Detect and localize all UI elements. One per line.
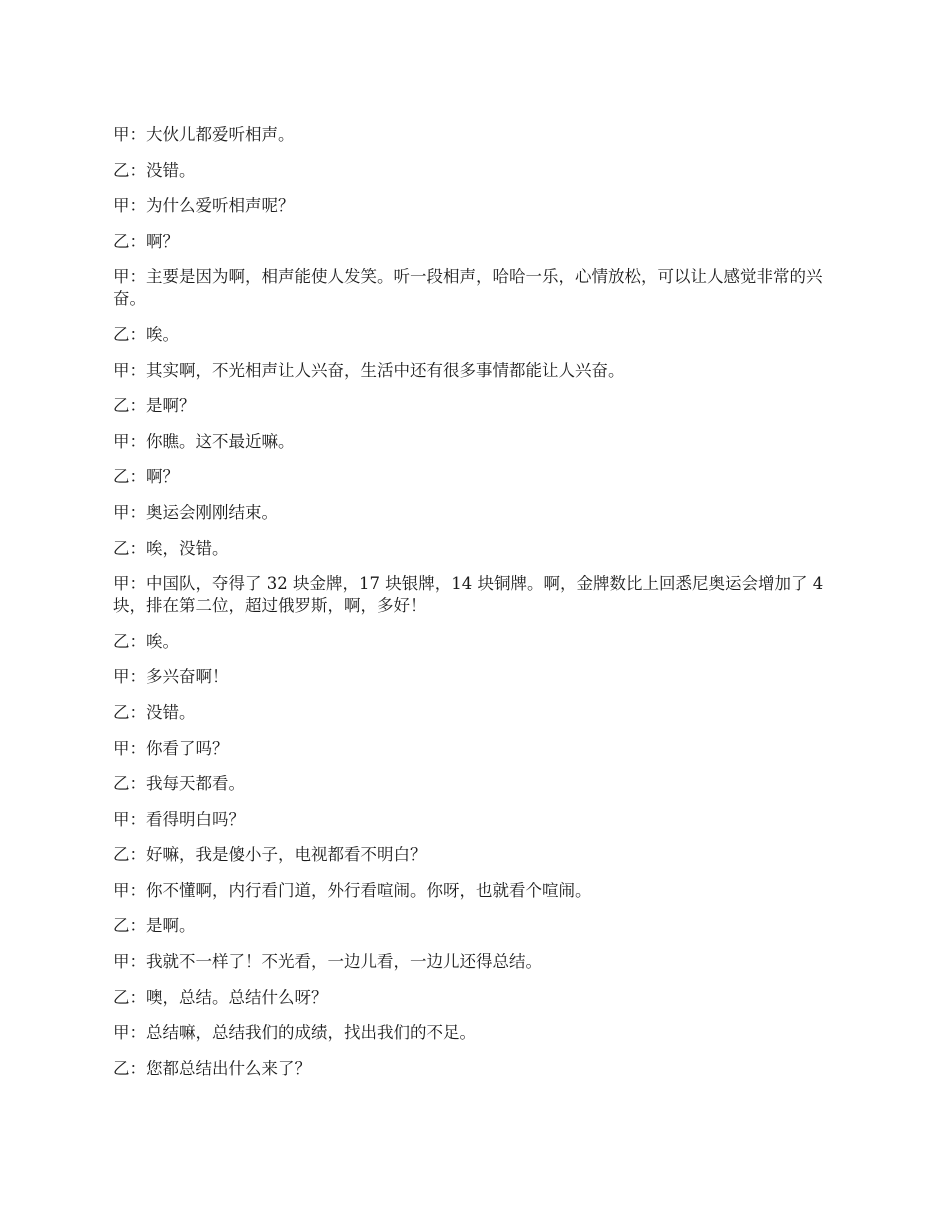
dialogue-line: 甲：奥运会刚刚结束。 — [113, 502, 278, 522]
dialogue-line: 乙：好嘛，我是傻小子，电视都看不明白？ — [113, 845, 427, 865]
dialogue-line: 乙：啊？ — [113, 231, 179, 251]
dialogue-line: 乙：是啊？ — [113, 396, 196, 416]
dialogue-line: 甲：看得明白吗？ — [113, 809, 245, 829]
dialogue-line: 乙：唉。 — [113, 324, 179, 344]
dialogue-line: 甲：大伙儿都爱听相声。 — [113, 125, 295, 144]
dialogue-line: 甲：为什么爱听相声呢？ — [113, 196, 295, 216]
dialogue-line: 甲：其实啊，不光相声让人兴奋，生活中还有很多事情都能让人兴奋。 — [113, 360, 625, 380]
dialogue-line: 甲：多兴奋啊！ — [113, 667, 229, 687]
dialogue-line: 乙：没错。 — [113, 160, 196, 180]
dialogue-line: 乙：唉。 — [113, 631, 179, 651]
dialogue-line: 甲：你看了吗？ — [113, 738, 229, 758]
dialogue-line: 甲：你瞧。这不最近嘛。 — [113, 431, 295, 451]
dialogue-line: 乙：没错。 — [113, 702, 196, 722]
dialogue-line: 甲：我就不一样了！不光看，一边儿看，一边儿还得总结。 — [113, 952, 542, 972]
dialogue-line: 甲：你不懂啊，内行看门道，外行看喧闹。你呀，也就看个喧闹。 — [113, 880, 592, 900]
dialogue-line: 乙：噢，总结。总结什么呀？ — [113, 987, 328, 1007]
dialogue-line: 乙：唉，没错。 — [113, 538, 229, 558]
dialogue-line: 甲：中国队，夺得了 32 块金牌，17 块银牌，14 块铜牌。啊，金牌数比上回悉尼奥运会增加了 4 块，排在第二位，超过俄罗斯，啊，多好！ — [113, 574, 824, 616]
dialogue-line: 乙：啊？ — [113, 467, 179, 487]
dialogue-line: 乙：您都总结出什么来了？ — [113, 1058, 311, 1078]
dialogue-line: 乙：我每天都看。 — [113, 774, 245, 794]
dialogue-line: 甲：总结嘛，总结我们的成绩，找出我们的不足。 — [113, 1023, 476, 1043]
dialogue-line: 乙：是啊。 — [113, 916, 196, 936]
dialogue-body — [113, 124, 843, 1093]
dialogue-line: 甲：主要是因为啊，相声能使人发笑。听一段相声，哈哈一乐，心情放松，可以让人感觉非常的兴奋。 — [113, 267, 823, 309]
